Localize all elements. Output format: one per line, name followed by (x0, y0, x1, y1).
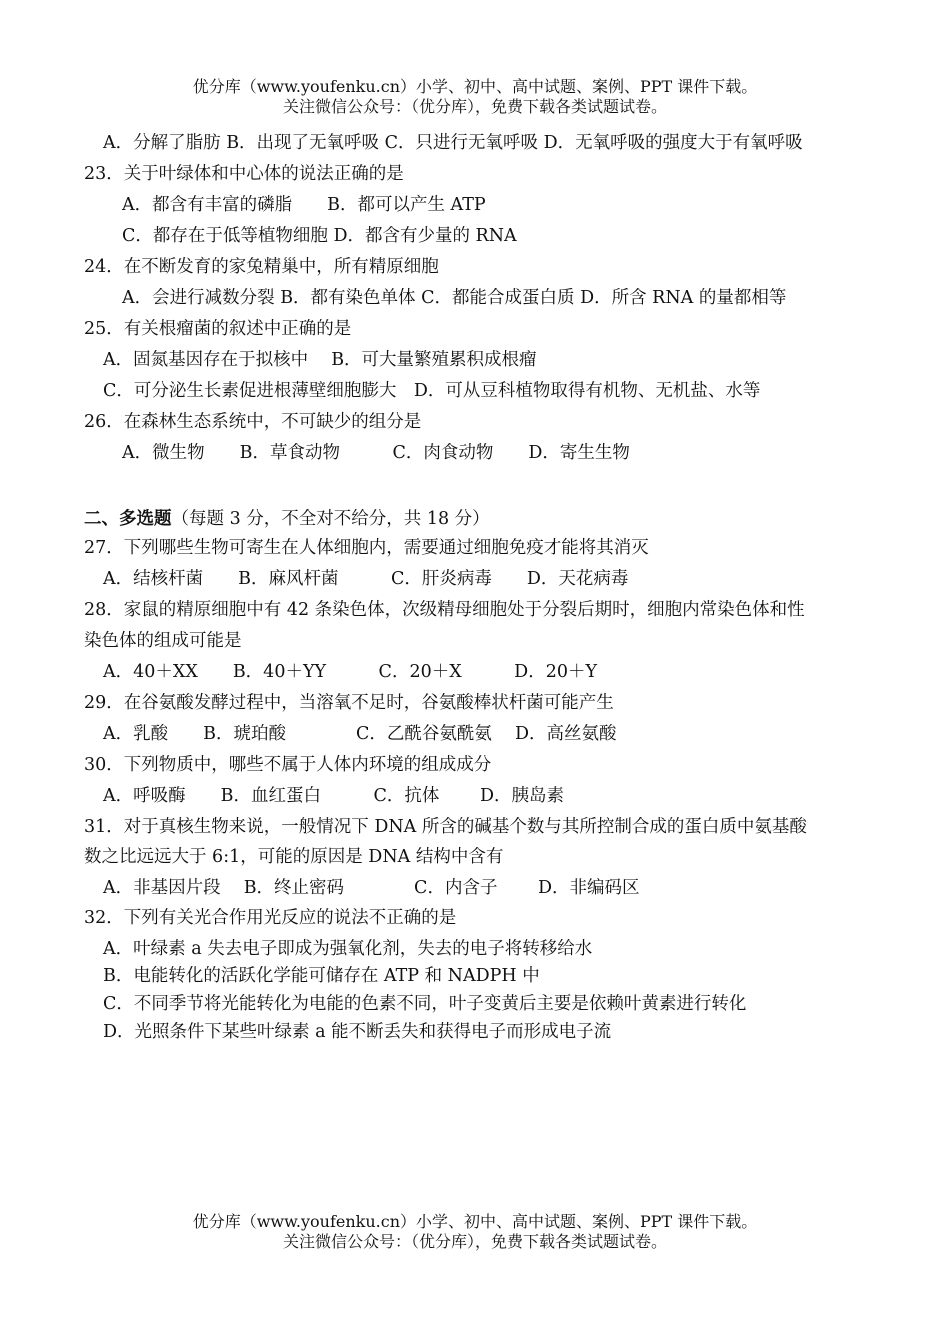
page-footer (0, 1212, 950, 1252)
footer-line-1: 优分库（www.youfenku.cn）小学、初中、高中试题、案例、PPT 课件下载。 (192, 1212, 758, 1231)
header-line-2: 关注微信公众号：（优分库），免费下载各类试题试卷。 (282, 97, 667, 116)
question-30-stem: 30．下列物质中，哪些不属于人体内环境的组成成分 (84, 755, 492, 775)
question-28-options: A．40＋XX B．40＋YY C．20＋X D．20＋Y (103, 662, 598, 682)
question-25-stem: 25．有关根瘤菌的叙述中正确的是 (84, 319, 352, 339)
question-23-stem: 23．关于叶绿体和中心体的说法正确的是 (84, 164, 404, 184)
question-30-options: A．呼吸酶 B．血红蛋白 C．抗体 D．胰岛素 (103, 786, 564, 806)
section-2-heading (84, 507, 490, 531)
question-32-option-d: D．光照条件下某些叶绿素 a 能不断丢失和获得电子而形成电子流 (103, 1022, 612, 1042)
question-32-option-c: C．不同季节将光能转化为电能的色素不同，叶子变黄后主要是依赖叶黄素进行转化 (103, 994, 747, 1014)
question-23-options-cd: C．都存在于低等植物细胞 D．都含有少量的 RNA (122, 226, 517, 246)
question-26-options: A．微生物 B．草食动物 C．肉食动物 D．寄生生物 (122, 443, 630, 463)
header-line-1: 优分库（www.youfenku.cn）小学、初中、高中试题、案例、PPT 课件下载。 (192, 77, 758, 96)
page-header (0, 77, 950, 117)
question-31-stem-line-1: 31．对于真核生物来说，一般情况下 DNA 所含的碱基个数与其所控制合成的蛋白质中氨基酸 (84, 817, 807, 837)
question-31-stem-line-2: 数之比远远大于 6:1，可能的原因是 DNA 结构中含有 (84, 847, 504, 867)
question-27-stem: 27．下列哪些生物可寄生在人体细胞内，需要通过细胞免疫才能将其消灭 (84, 538, 649, 558)
question-32-stem: 32．下列有关光合作用光反应的说法不正确的是 (84, 908, 457, 928)
question-27-options: A．结核杆菌 B．麻风杆菌 C．肝炎病毒 D．天花病毒 (103, 569, 629, 589)
question-29-options: A．乳酸 B．琥珀酸 C．乙酰谷氨酰氨 D．高丝氨酸 (103, 724, 617, 744)
question-29-stem: 29．在谷氨酸发酵过程中，当溶氧不足时，谷氨酸棒状杆菌可能产生 (84, 693, 614, 713)
question-28-stem-line-2: 染色体的组成可能是 (84, 631, 242, 651)
question-22-options: A．分解了脂肪 B．出现了无氧呼吸 C．只进行无氧呼吸 D．无氧呼吸的强度大于有氧呼吸 (103, 133, 803, 153)
question-24-stem: 24．在不断发育的家兔精巢中，所有精原细胞 (84, 257, 439, 277)
question-25-options-cd: C．可分泌生长素促进根薄壁细胞膨大 D．可从豆科植物取得有机物、无机盐、水等 (103, 381, 761, 401)
question-31-options: A．非基因片段 B．终止密码 C．内含子 D．非编码区 (103, 878, 640, 898)
question-26-stem: 26．在森林生态系统中，不可缺少的组分是 (84, 412, 422, 432)
footer-line-2: 关注微信公众号：（优分库），免费下载各类试题试卷。 (282, 1232, 667, 1251)
question-25-options-ab: A．固氮基因存在于拟核中 B．可大量繁殖累积成根瘤 (103, 350, 537, 370)
question-23-options-ab: A．都含有丰富的磷脂 B．都可以产生 ATP (122, 195, 486, 215)
question-24-options: A．会进行减数分裂 B．都有染色单体 C．都能合成蛋白质 D．所含 RNA 的量都相等 (122, 288, 787, 308)
question-28-stem-line-1: 28．家鼠的精原细胞中有 42 条染色体，次级精母细胞处于分裂后期时，细胞内常染色体和性 (84, 600, 805, 620)
section-2-note: （每题 3 分，不全对不给分，共 18 分） (171, 509, 490, 529)
question-32-option-b: B．电能转化的活跃化学能可储存在 ATP 和 NADPH 中 (103, 966, 540, 986)
section-2-title: 二、多选题 (84, 509, 172, 529)
question-32-option-a: A．叶绿素 a 失去电子即成为强氧化剂，失去的电子将转移给水 (103, 939, 593, 959)
